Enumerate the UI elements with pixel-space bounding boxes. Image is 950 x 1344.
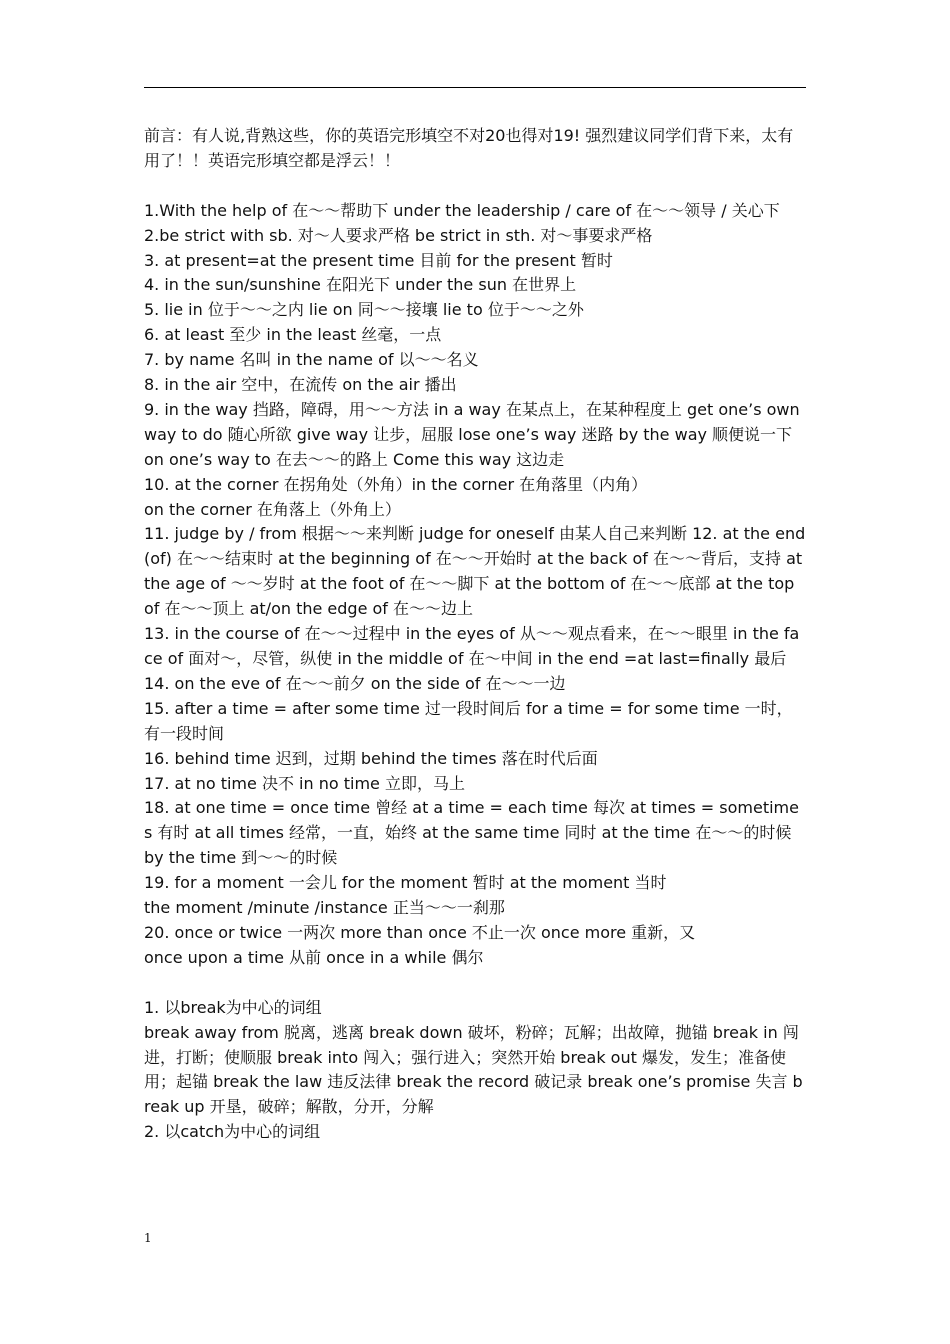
phrase-entry-17: 17. at no time 决不 in no time 立即，马上: [144, 773, 465, 793]
phrase-entry-8: 8. in the air 空中，在流传 on the air 播出: [144, 375, 457, 395]
phrase-entry-19-cont: the moment /minute /instance 正当～～一刹那: [144, 898, 505, 918]
phrase-entry-13: 13. in the course of 在～～过程中 in the eyes of 从～～观点看来，在～～眼里 in the face of 面对～，尽管，纵使 in the middle of 在～中间 in the end =at last=finally 最后: [144, 624, 800, 669]
group-break-phrases: break away from 脱离，逃离 break down 破坏，粉碎；瓦解；出故障，抛锚 break in 闯进，打断；使顺服 break into 闯入；强行进入；突然开始 break out 爆发，发生；准备使用；起锚 break the law 违反法律 break the record 破记录 break one’s promise 失言 break up 开垦，破碎；解散，分开，分解: [144, 1022, 803, 1117]
phrase-entry-4: 4. in the sun/sunshine 在阳光下 under the sun 在世界上: [144, 275, 577, 295]
phrase-entry-20-cont: once upon a time 从前 once in a while 偶尔: [144, 947, 484, 967]
phrase-entry-20: 20. once or twice 一两次 more than once 不止一次 once more 重新，又: [144, 922, 696, 942]
phrase-entry-7: 7. by name 名叫 in the name of 以～～名义: [144, 350, 479, 370]
preface-paragraph: 前言：有人说,背熟这些，你的英语完形填空不对20也得对19! 强烈建议同学们背下来，太有用了！！英语完形填空都是浮云！！: [144, 126, 794, 170]
blank-line: [144, 174, 806, 199]
phrase-entry-10-cont: on the corner 在角落上（外角上）: [144, 499, 401, 519]
page-number: 1: [144, 1231, 152, 1245]
phrase-entry-6: 6. at least 至少 in the least 丝毫，一点: [144, 325, 442, 345]
group-heading-break: 1. 以break为中心的词组: [144, 997, 322, 1017]
phrase-entry-1: 1.With the help of 在～～帮助下 under the leadership / care of 在～～领导 / 关心下: [144, 200, 780, 220]
phrase-entry-16: 16. behind time 迟到，过期 behind the times 落在时代后面: [144, 748, 598, 768]
phrase-entry-19: 19. for a moment 一会儿 for the moment 暂时 at the moment 当时: [144, 873, 667, 893]
phrase-entry-5: 5. lie in 位于～～之内 lie on 同～～接壤 lie to 位于～～之外: [144, 300, 584, 320]
phrase-entry-18: 18. at one time = once time 曾经 at a time = each time 每次 at times = sometimes 有时 at all times 经常，一直，始终 at the same time 同时 at the time 在～～的时候 by the time 到～～的时候: [144, 798, 799, 868]
phrase-entry-11-12: 11. judge by / from 根据～～来判断 judge for oneself 由某人自己来判断 12. at the end (of) 在～～结束时 at the beginning of 在～～开始时 at the back of 在～～背后，支持 at the age of ～～岁时 at the foot of 在～～脚下 at the bottom of 在～～底部 at the top of 在～～顶上 at/on the edge of 在～～边上: [144, 524, 806, 619]
phrase-entry-14: 14. on the eve of 在～～前夕 on the side of 在～～一边: [144, 673, 566, 693]
phrase-entry-15: 15. after a time = after some time 过一段时间后 for a time = for some time 一时，有一段时间: [144, 698, 793, 743]
blank-line: [144, 971, 806, 996]
document-body: [144, 124, 806, 1145]
phrase-entry-10: 10. at the corner 在拐角处（外角）in the corner 在角落里（内角）: [144, 474, 648, 494]
group-heading-catch: 2. 以catch为中心的词组: [144, 1122, 321, 1142]
phrase-entry-3: 3. at present=at the present time 目前 for the present 暂时: [144, 250, 613, 270]
phrase-entry-2: 2.be strict with sb. 对～人要求严格 be strict in sth. 对～事要求严格: [144, 225, 653, 245]
header-rule: [144, 87, 806, 88]
phrase-entry-9: 9. in the way 挡路，障碍，用～～方法 in a way 在某点上，在某种程度上 get one’s own way to do 随心所欲 give way 让步，屈服 lose one’s way 迷路 by the way 顺便说一下 on one’s way to 在去～～的路上 Come this way 这边走: [144, 399, 800, 469]
